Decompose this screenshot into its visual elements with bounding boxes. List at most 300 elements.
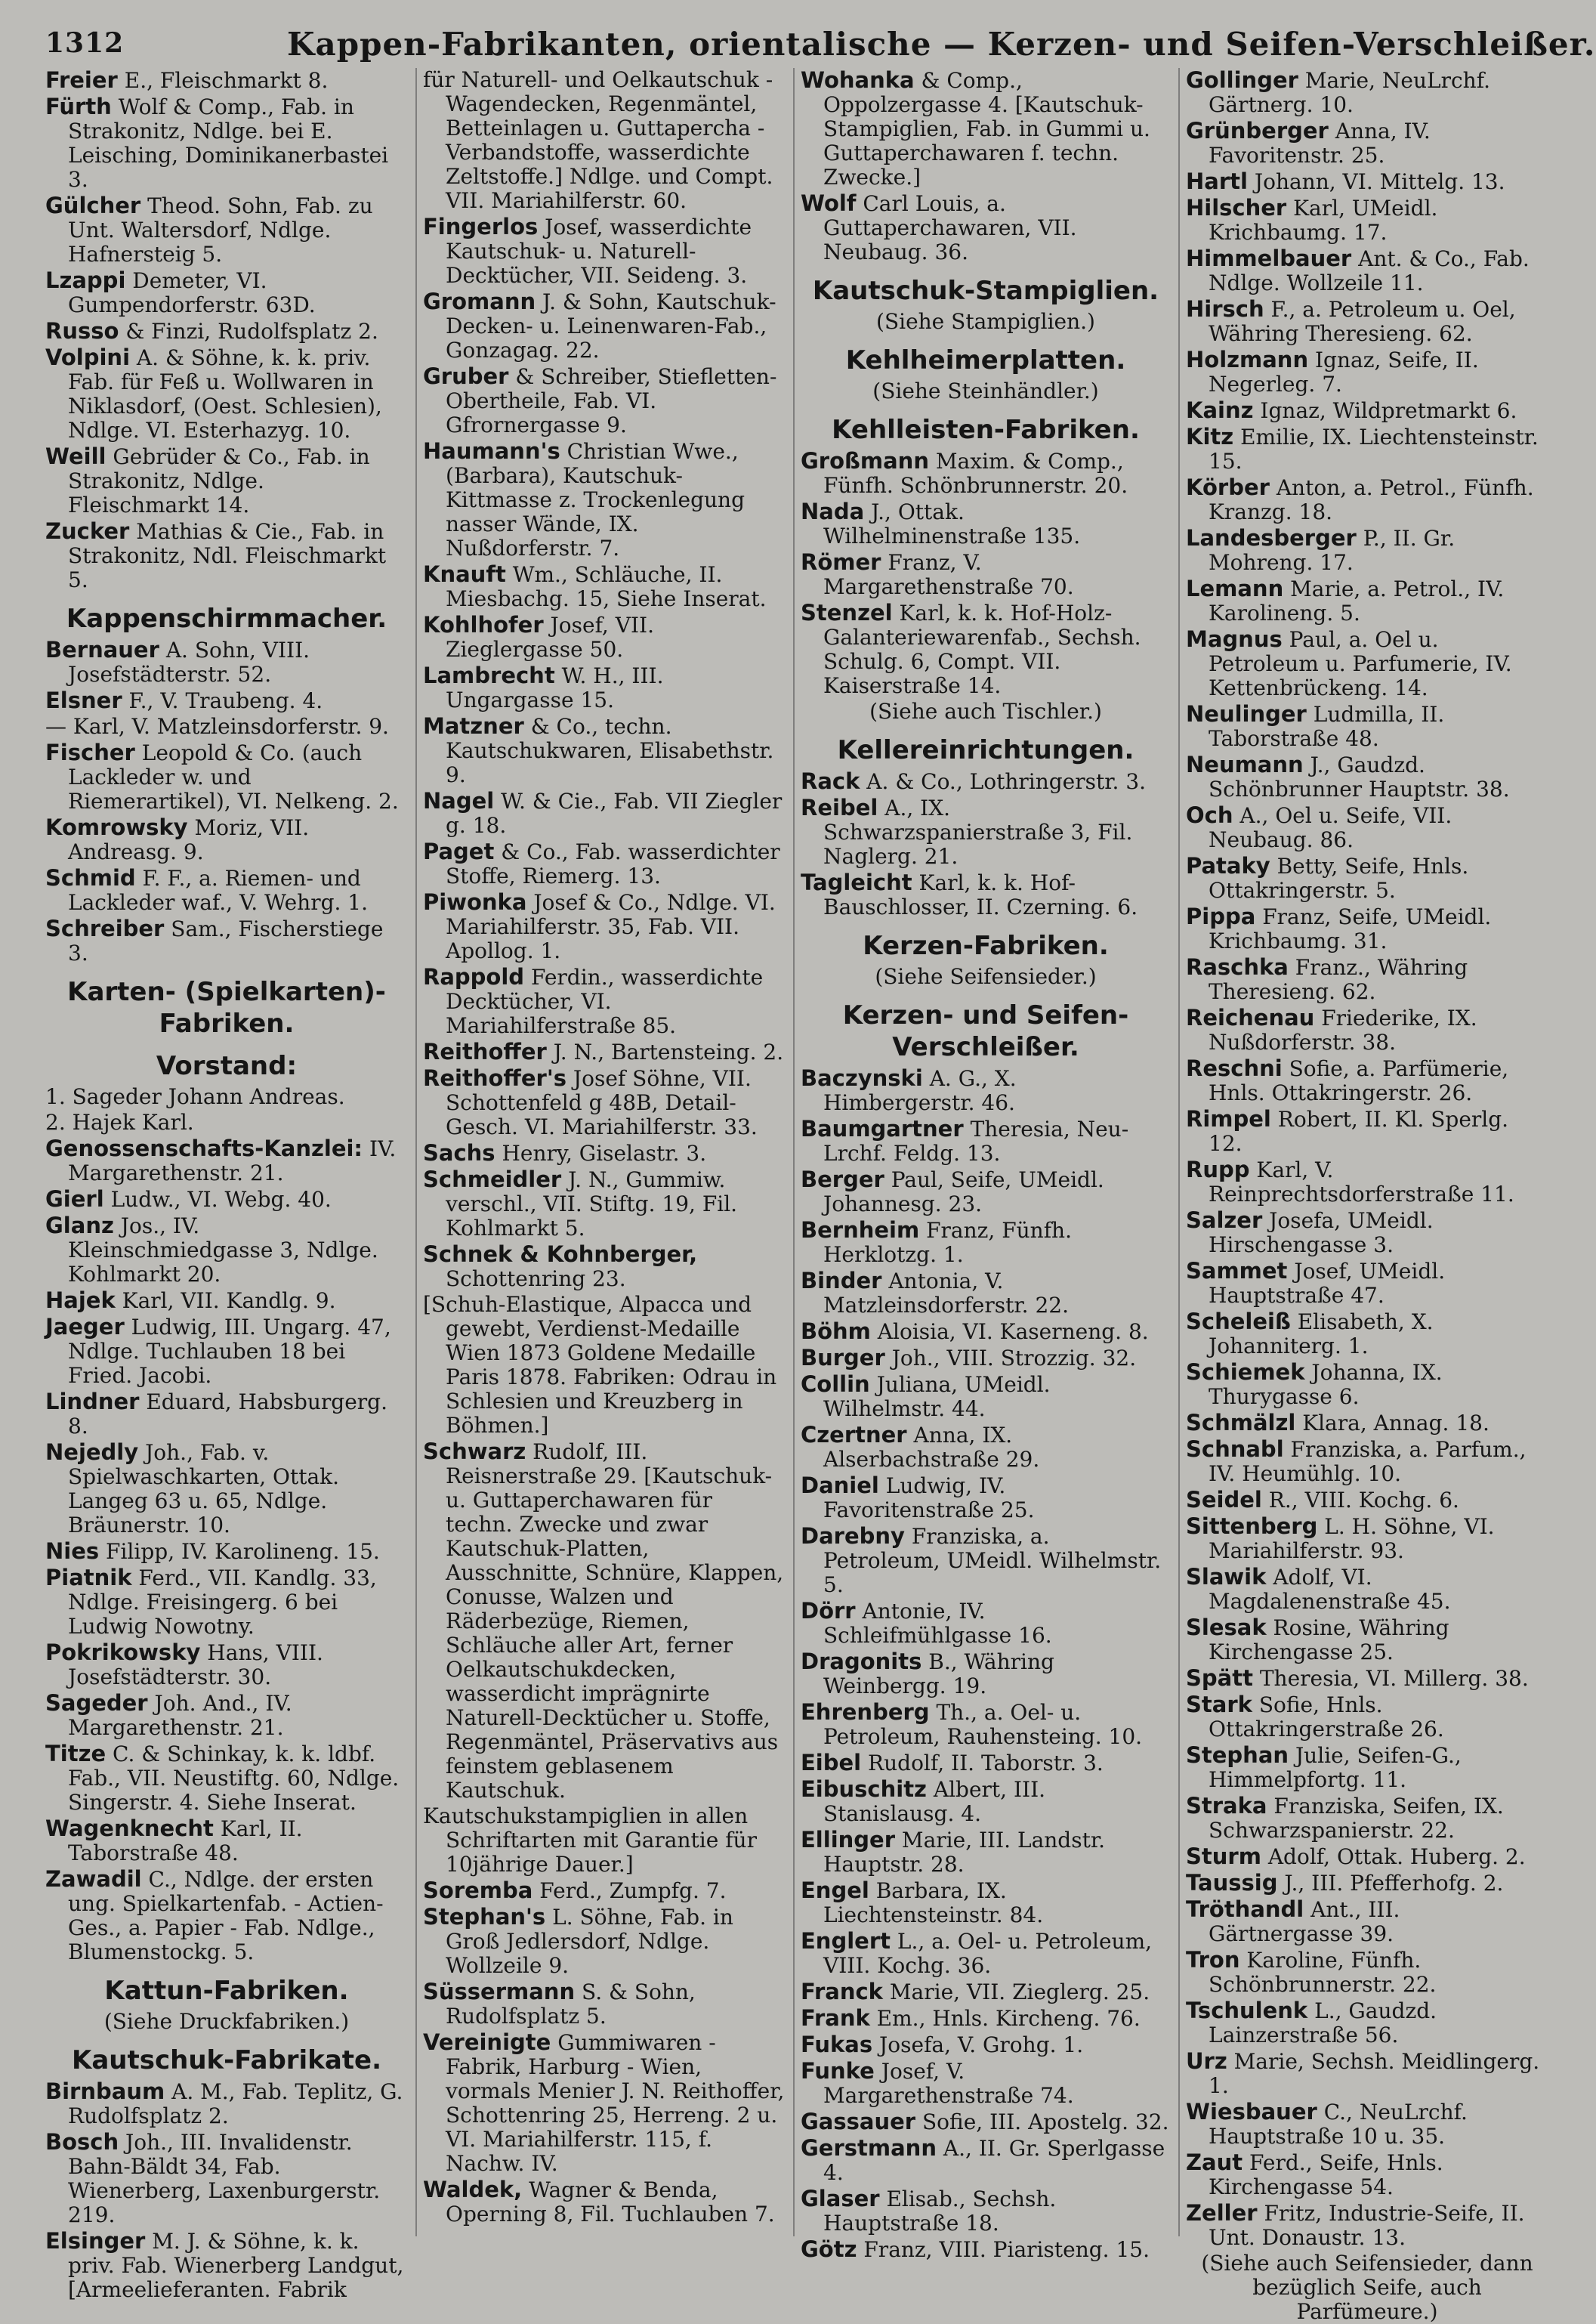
entry-details: Karl, VII. Kandlg. 9. [122,1288,336,1313]
directory-entry [423,1878,786,1903]
entry-details: Franz., Währing Theresieng. 62. [1209,955,1468,1004]
entry-details: Fritz, Industrie-Seife, II. Unt. Donaustr. 13. [1209,2201,1525,2250]
directory-entry [45,2079,408,2128]
entry-name: Engel [801,1877,869,1903]
entry-details: Joh. And., IV. Margarethenstr. 21. [68,1691,292,1740]
directory-entry [423,1905,786,1978]
directory-entry [45,1389,408,1439]
entry-name: Slesak [1186,1615,1267,1640]
directory-entry [1186,169,1548,194]
column-3 [801,67,1171,2262]
section-heading: Kappenschirmmacher. [66,604,387,634]
directory-entry [1186,246,1548,295]
entry-name: Landesberger [1186,525,1357,551]
directory-entry [801,1117,1171,1166]
entry-name: Stephan [1186,1742,1289,1768]
entry-details: J. & Sohn, Kautschuk-Decken- u. Leinenwaren-Fab., Gonzagag. 22. [446,289,776,363]
directory-entry [1186,955,1548,1004]
directory-entry [1186,1411,1548,1436]
entry-name: Schnabl [1186,1436,1284,1462]
directory-entry [1186,68,1548,117]
entry-name: Birnbaum [45,2078,165,2104]
entry-details: Ant., III. Gärtnergasse 39. [1209,1897,1400,1946]
entry-details: Ignaz, Wildpretmarkt 6. [1260,398,1517,423]
directory-entry [1186,1488,1548,1513]
directory-entry [801,2237,1171,2262]
column-2 [423,68,786,2236]
entry-name: Genossenschafts-Kanzlei: [45,1136,363,1161]
directory-entry [1186,1565,1548,1614]
directory-entry [801,2109,1171,2134]
directory-entry [1186,702,1548,751]
directory-entry [45,815,408,864]
entry-text: Kautschukstampiglien in allen Schriftarten mit Garantie für 10jährige Dauer.] [423,1803,757,1877]
directory-entry [1186,1437,1548,1486]
entry-details: Juliana, UMeidl. Wilhelmstr. 44. [823,1372,1051,1421]
entry-details: Franz, V. Margarethenstraße 70. [823,550,1074,599]
directory-entry [1186,1743,1548,1792]
entry-details: C. & Schinkay, k. k. ldbf. Fab., VII. Neustiftg. 60, Ndlge. Singerstr. 4. Siehe Inserat. [68,1741,400,1815]
entry-details: Antonie, IV. Schleifmühlgasse 16. [823,1599,1052,1648]
entry-details: J. N., Bartensteing. 2. [553,1040,784,1065]
entry-name: Götz [801,2236,857,2262]
entry-details: J., III. Pfefferhofg. 2. [1284,1871,1504,1896]
entry-name: Tagleicht [801,870,912,895]
entry-name: Frank [801,2005,870,2031]
entry-details: Rosine, Währing Kirchengasse 25. [1209,1615,1449,1664]
entry-details: Moriz, VII. Andreasg. 9. [68,815,310,864]
entry-name: Pokrikowsky [45,1639,201,1665]
directory-entry [45,2130,408,2227]
section-heading: Kerzen-Fabriken. [863,931,1109,961]
entry-details: J., Ottak. Wilhelminenstraße 135. [823,499,1081,549]
entry-details: Ferdin., wasserdichte Decktücher, VI. Mariahilferstraße 85. [446,965,764,1038]
entry-details: Albert, III. Stanislausg. 4. [823,1777,1046,1826]
entry-details: Karl, k. k. Hof-Bauschlosser, II. Czerning. 6. [823,870,1138,919]
entry-name: Gollinger [1186,67,1298,93]
directory-entry [1186,627,1548,700]
directory-entry [1186,1360,1548,1409]
column-1 [45,67,408,2302]
entry-name: Pataky [1186,853,1270,879]
entry-details: Demeter, VI. Gumpendorferstr. 63D. [68,268,316,317]
directory-entry [45,268,408,317]
entry-details: Em., Hnls. Kircheng. 76. [876,2006,1141,2031]
entry-name: Eibel [801,1750,862,1775]
entry-name: Baumgartner [801,1116,964,1142]
entry-details: Gebrüder & Co., Fab. in Strakonitz, Ndlge. Fleischmarkt 14. [68,444,370,518]
entry-details: Henry, Giselastr. 3. [502,1141,707,1166]
entry-name: Süssermann [423,1979,576,2004]
entry-name: Burger [801,1345,885,1371]
directory-entry [1186,1006,1548,1055]
entry-name: Jaeger [45,1314,125,1340]
directory-entry [1186,1309,1548,1358]
directory-entry [801,1700,1171,1749]
directory-entry [423,965,786,1038]
entry-name: Elsner [45,688,122,713]
directory-entry [423,839,786,888]
entry-name: Slawik [1186,1564,1267,1590]
directory-entry [801,1599,1171,1648]
entry-details: J., Gaudzd. Schönbrunner Hauptstr. 38. [1209,753,1510,802]
entry-name: Hilscher [1186,195,1287,221]
entry-details: Franziska, a. Petroleum, UMeidl. Wilhelmstr. 5. [823,1524,1162,1597]
entry-details: & Comp., Oppolzergasse 4. [Kautschuk-Stampiglien, Fab. in Gummi u. Guttaperchawaren f. techn. Zwecke.] [823,68,1150,190]
entry-details: Josef, V. Margarethenstraße 74. [823,2059,1074,2108]
entry-name: Böhm [801,1318,871,1344]
entry-details: A. & Söhne, k. k. priv. Fab. für Feß u. Wollwaren in Niklasdorf, (Oest. Schlesien), Ndlge. VI. Esterhazyg. 10. [68,345,382,443]
entry-name: Haumann's [423,438,560,464]
section-heading: Kautschuk-Fabrikate. [72,2045,381,2075]
entry-name: Grünberger [1186,118,1329,144]
directory-entry [1186,1844,1548,1869]
entry-details: Schottenring 23. [446,1266,626,1291]
entry-details: Josef, UMeidl. Hauptstraße 47. [1209,1259,1446,1308]
entry-name: Gassauer [801,2109,916,2134]
directory-entry [45,2229,408,2302]
entry-details: Ludw., VI. Webg. 40. [110,1187,332,1212]
entry-name: Fischer [45,740,135,765]
section-heading: Kerzen- und Seifen- Verschleißer. [842,1000,1129,1062]
entry-name: Lzappi [45,267,126,293]
directory-entry [423,289,786,363]
column-4 [1186,67,1548,2324]
directory-entry [423,1066,786,1139]
entry-name: Sachs [423,1140,495,1166]
entry-name: Baczynski [801,1065,923,1091]
entry-details: & Co., Fab. wasserdichter Stoffe, Riemerg. 13. [446,839,780,888]
directory-entry [1186,1666,1548,1691]
entry-name: Zaut [1186,2149,1243,2175]
section-heading: Kautschuk-Stampiglien. [812,276,1159,306]
entry-name: Glaser [801,2186,880,2211]
entry-name: Komrowsky [45,814,188,840]
entry-name: Römer [801,549,881,575]
entry-name: Ellinger [801,1827,896,1853]
directory-entry [801,68,1171,190]
entry-details: Josef, wasserdichte Kautschuk- u. Naturell-Decktücher, VII. Seideng. 3. [446,215,752,288]
entry-name: Vereinigte [423,2029,551,2055]
directory-entry [1186,1514,1548,1563]
entry-name: Franck [801,1979,883,2004]
entry-name: Lambrecht [423,663,555,688]
directory-entry [801,1473,1171,1522]
entry-details: Karl, V. Reinprechtsdorferstraße 11. [1209,1157,1514,1207]
entry-details: Elisab., Sechsh. Hauptstraße 18. [823,2186,1057,2236]
entry-details: J. N., Gummiw. verschl., VII. Stiftg. 19, Fil. Kohlmarkt 5. [446,1167,738,1241]
entry-name: Spätt [1186,1665,1253,1691]
entry-details: Ludwig, IV. Favoritenstraße 25. [823,1473,1035,1522]
running-title: Kappen-Fabrikanten, orientalische — Kerzen- und Seifen-Verschleißer. [287,26,1596,63]
page-number: 1312 [45,27,125,59]
directory-entry [45,345,408,443]
entry-name: Gierl [45,1186,104,1212]
entry-name: Neulinger [1186,701,1307,727]
directory-entry [801,2136,1171,2185]
entry-details: Filipp, IV. Karolineng. 15. [106,1539,380,1564]
cross-reference-note: (Siehe Seifensieder.) [875,964,1097,989]
directory-entry [423,663,786,712]
directory-entry [45,1741,408,1815]
entry-name: Reithoffer [423,1039,547,1065]
entry-name: Reschni [1186,1055,1283,1081]
entry-name: Zeller [1186,2200,1258,2226]
entry-name: Czertner [801,1422,907,1448]
entry-name: Schreiber [45,916,165,941]
entry-details: Wm., Schläuche, II. Miesbachg. 15, Siehe Inserat. [446,562,767,611]
directory-entry [45,68,408,93]
entry-name: Freier [45,67,118,93]
directory-entry [45,1691,408,1740]
entry-details: Paul, Seife, UMeidl. Johannesg. 23. [823,1167,1104,1216]
entry-name: Schwarz [423,1439,526,1464]
entry-details: Robert, II. Kl. Sperlg. 12. [1209,1107,1509,1156]
directory-entry [801,870,1171,919]
entry-details: Karoline, Fünfh. Schönbrunnerstr. 22. [1209,1948,1437,1997]
directory-entry [45,740,408,814]
cross-reference-note: (Siehe Steinhändler.) [872,379,1099,403]
directory-entry [1186,1871,1548,1896]
entry-name: Salzer [1186,1207,1263,1233]
directory-entry [423,2030,786,2176]
entry-details: Jos., IV. Kleinschmiedgasse 3, Ndlge. Kohlmarkt 20. [68,1213,378,1287]
entry-name: Soremba [423,1877,533,1903]
entry-details: A., II. Gr. Sperlgasse 4. [823,2136,1165,2185]
entry-name: Gerstmann [801,2135,937,2161]
directory-entry [801,1346,1171,1371]
entry-details: Christian Wwe., (Barbara), Kautschuk-Kittmasse z. Trockenlegung nasser Wände, IX. Nußdorferstr. 7. [446,439,745,561]
entry-name: Bernauer [45,637,159,663]
section-heading: Karten- (Spielkarten)- Fabriken. [67,977,386,1039]
entry-name: Sageder [45,1690,148,1716]
entry-name: Wohanka [801,67,915,93]
entry-details: Franz, Seife, UMeidl. Krichbaumg. 31. [1209,904,1492,953]
entry-name: Dragonits [801,1649,922,1674]
entry-name: Gromann [423,289,536,314]
entry-name: Fukas [801,2032,873,2057]
entry-details: Joh., VIII. Strozzig. 32. [891,1346,1137,1371]
directory-entry [45,193,408,267]
directory-entry [45,1816,408,1865]
entry-details: Barbara, IX. Liechtensteinstr. 84. [823,1878,1044,1927]
directory-entry [1186,1056,1548,1105]
directory-entry [801,1372,1171,1421]
directory-entry [1186,526,1548,575]
entry-details: Klara, Annag. 18. [1302,1411,1489,1436]
entry-name: Wiesbauer [1186,2099,1317,2125]
entry-name: Nagel [423,788,495,814]
entry-name: Stenzel [801,600,893,626]
entry-details: E., Fleischmarkt 8. [124,68,329,93]
entry-name: Stephan's [423,1904,546,1930]
entry-details: W. H., III. Ungargasse 15. [446,663,664,712]
directory-entry [423,562,786,611]
entry-details: Rudolf, III. Reisnerstraße 29. [Kautschuk- u. Guttaperchawaren für techn. Zwecke und zwar Kautschuk-Platten, Ausschnitte, Schnüre, Klappen, Conusse, Walzen und Räderbezüge, Riemen, Schläuche aller Art, ferner Oelkautschukdecken, wasserdicht imprägnirte Naturell-Decktücher u. Stoffe, Regenmäntel, Präservativs aus feinstem geblasenem Kautschuk. [446,1439,784,1803]
directory-entry [45,688,408,713]
entry-name: Sturm [1186,1843,1261,1869]
entry-name: Sammet [1186,1258,1288,1284]
cross-reference-note: (Siehe Druckfabriken.) [103,2009,350,2034]
directory-entry [801,499,1171,549]
entry-name: Sittenberg [1186,1513,1318,1539]
directory-entry [801,2032,1171,2057]
entry-details: & Schreiber, Stiefletten-Obertheile, Fab. VI. Gfrornergasse 9. [446,364,777,437]
directory-entry [45,1288,408,1313]
directory-entry [423,1040,786,1065]
entry-details: Sofie, III. Apostelg. 32. [922,2109,1169,2134]
entry-text: 2. Hajek Karl. [45,1110,194,1135]
directory-entry [45,444,408,518]
entry-name: Berger [801,1167,884,1192]
directory-entry [801,2006,1171,2031]
entry-name: Reibel [801,795,878,821]
directory-entry [1186,398,1548,423]
directory-entry [45,638,408,687]
directory-entry [45,916,408,966]
entry-name: Wagenknecht [45,1816,214,1841]
entry-details: Wolf & Comp., Fab. in Strakonitz, Ndlge. bei E. Leisching, Dominikanerbastei 3. [68,94,389,192]
entry-details: S. & Sohn, Rudolfsplatz 5. [446,1979,696,2029]
directory-entry [423,439,786,561]
entry-details: Josef Söhne, VII. Schottenfeld g 48B, Detail-Gesch. VI. Mariahilferstr. 33. [446,1066,758,1139]
entry-name: Reithoffer's [423,1065,566,1091]
entry-name: Waldek, [423,2177,523,2202]
entry-details: Leopold & Co. (auch Lackleder w. und Riemerartikel), VI. Nelkeng. 2. [68,740,399,814]
entry-name: Magnus [1186,626,1283,652]
directory-entry [1186,854,1548,903]
entry-name: Binder [801,1268,882,1293]
entry-name: Gülcher [45,193,141,218]
entry-details: Ant. & Co., Fab. Ndlge. Wollzeile 11. [1209,246,1530,295]
entry-name: Rupp [1186,1157,1250,1182]
directory-entry [45,1187,408,1212]
entry-details: L., a. Oel- u. Petroleum, VIII. Kochg. 36. [823,1929,1153,1978]
entry-name: Nada [801,499,865,524]
entry-details: Anna, IV. Favoritenstr. 25. [1209,119,1431,168]
entry-name: Glanz [45,1213,114,1238]
directory-entry [45,1136,408,1185]
entry-details: Paul, a. Oel u. Petroleum u. Parfumerie, IV. Kettenbrückeng. 14. [1209,627,1512,700]
entry-name: Bernheim [801,1217,920,1243]
entry-details: Karl, k. k. Hof-Holz-Galanteriewarenfab., Sechsh. Schulg. 6, Compt. VII. Kaiserstraße 14. [823,601,1141,698]
entry-details: Franziska, Seifen, IX. Schwarzspanierstr. 22. [1209,1794,1504,1843]
entry-details: Gummiwaren - Fabrik, Harburg - Wien, vormals Menier J. N. Reithoffer, Schottenring 25, Herreng. 2 u. VI. Mariahilferstr. 115, f. Nachw. IV. [446,2030,785,2176]
directory-entry [45,519,408,592]
entry-name: Neumann [1186,752,1304,777]
entry-details: B., Währing Weinbergg. 19. [823,1649,1054,1698]
entry-details: Franz, Fünfh. Herklotzg. 1. [823,1218,1072,1267]
directory-entry [1186,1794,1548,1843]
directory-entry [423,613,786,662]
directory-entry [1186,803,1548,852]
entry-details: Th., a. Oel- u. Petroleum, Rauhensteing. 10. [823,1700,1143,1749]
entry-name: Nies [45,1538,100,1564]
directory-entry [45,1315,408,1388]
entry-details: Theresia, VI. Millerg. 38. [1259,1666,1529,1691]
entry-details: Aloisia, VI. Kaserneng. 8. [877,1319,1149,1344]
directory-entry [423,1167,786,1241]
entry-details: & Finzi, Rudolfsplatz 2. [125,319,378,344]
directory-entry [801,1649,1171,1698]
entry-details: W. & Cie., Fab. VII Ziegler g. 18. [446,789,783,838]
entry-details: Rudolf, II. Taborstr. 3. [868,1751,1104,1775]
entry-name: Ehrenberg [801,1699,930,1725]
entry-name: Seidel [1186,1487,1262,1513]
entry-details: Carl Louis, a. Guttaperchawaren, VII. Neubaug. 36. [823,191,1077,264]
entry-name: Lemann [1186,576,1284,601]
entry-details: Mathias & Cie., Fab. in Strakonitz, Ndl. Fleischmarkt 5. [68,519,387,592]
entry-name: Gruber [423,363,509,389]
entry-name: Elsinger [45,2228,146,2254]
entry-details: Ludwig, III. Ungarg. 47, Ndlge. Tuchlauben 18 bei Fried. Jacobi. [68,1315,391,1388]
cross-reference-note: (Siehe auch Tischler.) [869,699,1102,724]
entry-details: A. G., X. Himbergerstr. 46. [823,1066,1017,1115]
entry-details: C., Ndlge. der ersten ung. Spielkartenfab. - Actien-Ges., a. Papier - Fab. Ndlge., Blumenstockg. 5. [68,1867,384,1964]
entry-details: Ignaz, Seife, II. Negerleg. 7. [1209,348,1479,397]
directory-entry [1186,1998,1548,2047]
entry-details: Ferd., VII. Kandlg. 33, Ndlge. Freisingerg. 6 bei Ludwig Nowotny. [68,1565,377,1639]
entry-text: — Karl, V. Matzleinsdorferstr. 9. [45,714,389,739]
entry-details: Johann, VI. Mittelg. 13. [1254,169,1505,194]
entry-name: Matzner [423,713,524,739]
entry-name: Darebny [801,1523,905,1549]
entry-details: Friederike, IX. Nußdorferstr. 38. [1209,1006,1477,1055]
entry-name: Kitz [1186,424,1234,450]
directory-entry [801,1777,1171,1826]
directory-entry [801,2186,1171,2236]
directory-entry [1186,1259,1548,1308]
entry-name: Weill [45,443,107,469]
entry-name: Volpini [45,345,131,370]
entry-details: M. J. & Söhne, k. k. priv. Fab. Wienerberg Landgut, [Armeelieferanten. Fabrik [68,2229,404,2302]
entry-name: Rappold [423,964,525,990]
entry-details: Ferd., Seife, Hnls. Kirchengasse 54. [1209,2150,1443,2199]
entry-name: Wolf [801,190,857,216]
directory-entry [801,796,1171,869]
entry-details: Marie, VII. Zieglerg. 25. [889,1979,1150,2004]
entry-details: Sofie, Hnls. Ottakringerstraße 26. [1209,1692,1444,1741]
entry-details: L. Söhne, Fab. in Groß Jedlersdorf, Ndlge. Wollzeile 9. [446,1905,733,1978]
directory-entry [45,1565,408,1639]
directory-entry [1186,1948,1548,1997]
entry-name: Piatnik [45,1565,132,1590]
directory-entry [1186,1897,1548,1946]
entry-name: Och [1186,802,1233,828]
entry-name: Lindner [45,1389,140,1414]
directory-entry [1186,576,1548,626]
entry-details: Josef & Co., Ndlge. VI. Mariahilferstr. 35, Fab. VII. Apollog. 1. [446,890,776,963]
entry-name: Knauft [423,561,506,587]
entry-name: Zawadil [45,1866,142,1892]
entry-name: Zucker [45,518,130,544]
entry-name: Taussig [1186,1870,1278,1896]
entry-details: Josefa, UMeidl. Hirschengasse 3. [1209,1208,1434,1257]
entry-details: Anna, IX. Alserbachstraße 29. [823,1423,1040,1472]
directory-entry [801,1878,1171,1927]
directory-entry [801,1167,1171,1216]
directory-entry [1186,348,1548,397]
entry-details: Franziska, a. Parfum., IV. Heumühlg. 10. [1209,1437,1527,1486]
entry-details: Theod. Sohn, Fab. zu Unt. Waltersdorf, Ndlge. Hafnersteig 5. [68,193,373,267]
entry-name: Paget [423,839,495,864]
directory-entry [423,1242,786,1291]
directory-entry [1186,1107,1548,1156]
entry-name: Collin [801,1371,870,1397]
entry-details: Maxim. & Comp., Fünfh. Schönbrunnerstr. 20. [823,449,1128,498]
entry-details: Wagner & Benda, Operning 8, Fil. Tuchlauben 7. [446,2177,775,2227]
entry-details: R., VIII. Kochg. 6. [1268,1488,1459,1513]
